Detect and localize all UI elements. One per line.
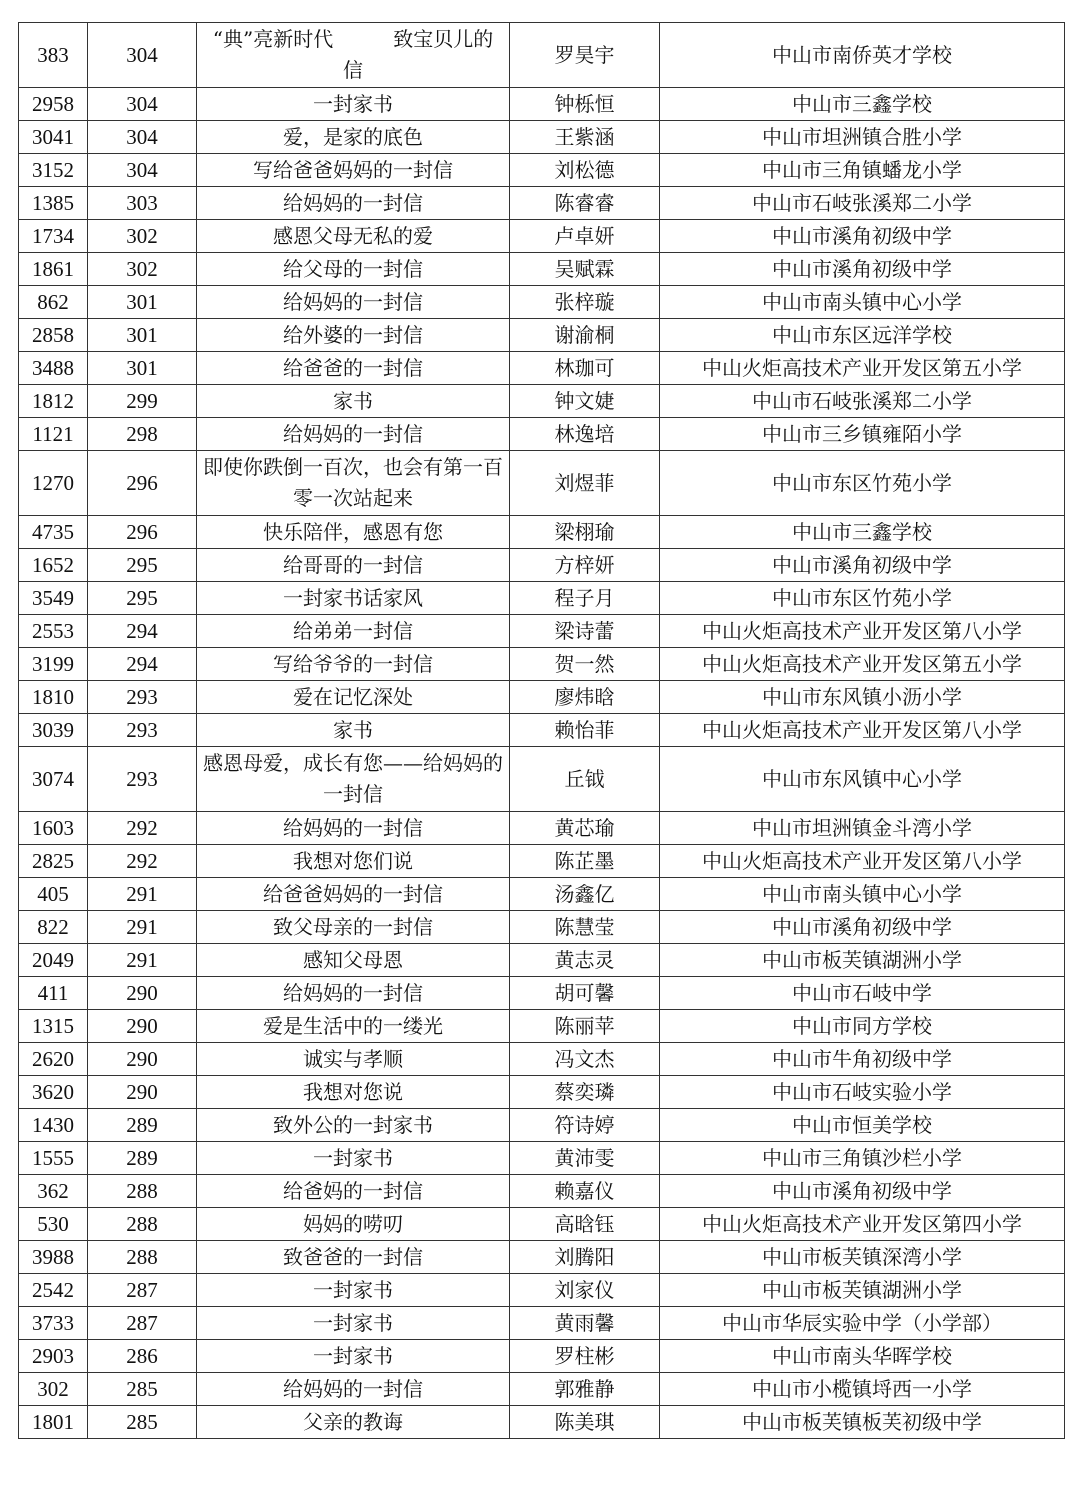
table-row xyxy=(19,615,1065,648)
entry-id-cell: 822 xyxy=(19,911,88,944)
school-cell: 中山市三角镇蟠龙小学 xyxy=(660,154,1065,187)
score-cell: 290 xyxy=(88,1076,197,1109)
table-row xyxy=(19,1208,1065,1241)
title-cell: 写给爸爸妈妈的一封信 xyxy=(197,154,510,187)
entry-id-cell: 1801 xyxy=(19,1406,88,1439)
score-cell: 293 xyxy=(88,681,197,714)
author-name-cell: 梁栩瑜 xyxy=(510,516,660,549)
entry-id-cell: 1385 xyxy=(19,187,88,220)
entry-id-cell: 1861 xyxy=(19,253,88,286)
title-cell: 给爸爸的一封信 xyxy=(197,352,510,385)
author-name-cell: 汤鑫亿 xyxy=(510,878,660,911)
table-row xyxy=(19,944,1065,977)
score-cell: 304 xyxy=(88,121,197,154)
author-name-cell: 罗昊宇 xyxy=(510,23,660,88)
school-cell: 中山市板芙镇深湾小学 xyxy=(660,1241,1065,1274)
author-name-cell: 胡可馨 xyxy=(510,977,660,1010)
school-cell: 中山市板芙镇湖洲小学 xyxy=(660,1274,1065,1307)
entry-id-cell: 2620 xyxy=(19,1043,88,1076)
table-row xyxy=(19,648,1065,681)
entry-id-cell: 1121 xyxy=(19,418,88,451)
author-name-cell: 蔡奕璘 xyxy=(510,1076,660,1109)
entry-id-cell: 3988 xyxy=(19,1241,88,1274)
title-cell: 爱是生活中的一缕光 xyxy=(197,1010,510,1043)
author-name-cell: 张梓璇 xyxy=(510,286,660,319)
school-cell: 中山市溪角初级中学 xyxy=(660,911,1065,944)
entry-id-cell: 1812 xyxy=(19,385,88,418)
title-cell: 给弟弟一封信 xyxy=(197,615,510,648)
author-name-cell: 贺一然 xyxy=(510,648,660,681)
score-cell: 293 xyxy=(88,714,197,747)
score-cell: 285 xyxy=(88,1373,197,1406)
title-cell: 给哥哥的一封信 xyxy=(197,549,510,582)
school-cell: 中山市华辰实验中学（小学部） xyxy=(660,1307,1065,1340)
title-cell: 给爸爸妈妈的一封信 xyxy=(197,878,510,911)
table-row xyxy=(19,187,1065,220)
school-cell: 中山火炬高技术产业开发区第四小学 xyxy=(660,1208,1065,1241)
entry-id-cell: 1810 xyxy=(19,681,88,714)
author-name-cell: 王紫涵 xyxy=(510,121,660,154)
title-cell: 给妈妈的一封信 xyxy=(197,187,510,220)
author-name-cell: 刘煜菲 xyxy=(510,451,660,516)
entry-id-cell: 862 xyxy=(19,286,88,319)
school-cell: 中山火炬高技术产业开发区第八小学 xyxy=(660,615,1065,648)
table-row xyxy=(19,1109,1065,1142)
author-name-cell: 陈睿睿 xyxy=(510,187,660,220)
score-cell: 286 xyxy=(88,1340,197,1373)
table-row xyxy=(19,1340,1065,1373)
author-name-cell: 刘松德 xyxy=(510,154,660,187)
author-name-cell: 黄芯瑜 xyxy=(510,812,660,845)
title-cell: 一封家书 xyxy=(197,88,510,121)
score-cell: 296 xyxy=(88,516,197,549)
school-cell: 中山市牛角初级中学 xyxy=(660,1043,1065,1076)
school-cell: 中山市坦洲镇金斗湾小学 xyxy=(660,812,1065,845)
entry-id-cell: 3199 xyxy=(19,648,88,681)
title-cell: 写给爷爷的一封信 xyxy=(197,648,510,681)
table-row xyxy=(19,154,1065,187)
school-cell: 中山市小榄镇埒西一小学 xyxy=(660,1373,1065,1406)
table-row xyxy=(19,812,1065,845)
table-row xyxy=(19,1175,1065,1208)
author-name-cell: 林逸培 xyxy=(510,418,660,451)
table-row xyxy=(19,1307,1065,1340)
title-cell: 感恩父母无私的爱 xyxy=(197,220,510,253)
entry-id-cell: 4735 xyxy=(19,516,88,549)
author-name-cell: 赖怡菲 xyxy=(510,714,660,747)
school-cell: 中山市东区竹苑小学 xyxy=(660,582,1065,615)
school-cell: 中山市东风镇中心小学 xyxy=(660,747,1065,812)
entry-id-cell: 405 xyxy=(19,878,88,911)
score-cell: 301 xyxy=(88,352,197,385)
title-cell: 给妈妈的一封信 xyxy=(197,286,510,319)
school-cell: 中山市南头镇中心小学 xyxy=(660,286,1065,319)
score-cell: 292 xyxy=(88,845,197,878)
score-cell: 295 xyxy=(88,582,197,615)
school-cell: 中山市东风镇小沥小学 xyxy=(660,681,1065,714)
author-name-cell: 丘钺 xyxy=(510,747,660,812)
title-cell: 感恩母爱，成长有您——给妈妈的一封信 xyxy=(197,747,510,812)
school-cell: 中山市坦洲镇合胜小学 xyxy=(660,121,1065,154)
entry-id-cell: 2858 xyxy=(19,319,88,352)
school-cell: 中山市溪角初级中学 xyxy=(660,1175,1065,1208)
school-cell: 中山市石岐张溪郑二小学 xyxy=(660,385,1065,418)
table-row xyxy=(19,352,1065,385)
school-cell: 中山市溪角初级中学 xyxy=(660,549,1065,582)
entry-id-cell: 2825 xyxy=(19,845,88,878)
school-cell: 中山火炬高技术产业开发区第五小学 xyxy=(660,352,1065,385)
results-table xyxy=(18,22,1065,1439)
entry-id-cell: 3041 xyxy=(19,121,88,154)
table-row xyxy=(19,516,1065,549)
entry-id-cell: 1555 xyxy=(19,1142,88,1175)
entry-id-cell: 3620 xyxy=(19,1076,88,1109)
score-cell: 304 xyxy=(88,23,197,88)
school-cell: 中山市东区竹苑小学 xyxy=(660,451,1065,516)
score-cell: 285 xyxy=(88,1406,197,1439)
score-cell: 294 xyxy=(88,648,197,681)
school-cell: 中山火炬高技术产业开发区第八小学 xyxy=(660,845,1065,878)
table-row xyxy=(19,582,1065,615)
entry-id-cell: 1603 xyxy=(19,812,88,845)
score-cell: 296 xyxy=(88,451,197,516)
school-cell: 中山市三角镇沙栏小学 xyxy=(660,1142,1065,1175)
title-cell: 致外公的一封家书 xyxy=(197,1109,510,1142)
title-cell: 家书 xyxy=(197,385,510,418)
score-cell: 288 xyxy=(88,1175,197,1208)
school-cell: 中山市三乡镇雍陌小学 xyxy=(660,418,1065,451)
score-cell: 287 xyxy=(88,1307,197,1340)
entry-id-cell: 302 xyxy=(19,1373,88,1406)
table-row xyxy=(19,121,1065,154)
entry-id-cell: 1734 xyxy=(19,220,88,253)
title-cell: 我想对您们说 xyxy=(197,845,510,878)
author-name-cell: 梁诗蕾 xyxy=(510,615,660,648)
score-cell: 290 xyxy=(88,977,197,1010)
score-cell: 289 xyxy=(88,1109,197,1142)
score-cell: 302 xyxy=(88,220,197,253)
table-row xyxy=(19,253,1065,286)
table-row xyxy=(19,1076,1065,1109)
entry-id-cell: 530 xyxy=(19,1208,88,1241)
school-cell: 中山市三鑫学校 xyxy=(660,516,1065,549)
entry-id-cell: 2553 xyxy=(19,615,88,648)
school-cell: 中山市同方学校 xyxy=(660,1010,1065,1043)
entry-id-cell: 2542 xyxy=(19,1274,88,1307)
entry-id-cell: 3152 xyxy=(19,154,88,187)
author-name-cell: 高晗钰 xyxy=(510,1208,660,1241)
school-cell: 中山市恒美学校 xyxy=(660,1109,1065,1142)
author-name-cell: 冯文杰 xyxy=(510,1043,660,1076)
score-cell: 301 xyxy=(88,286,197,319)
table-row xyxy=(19,88,1065,121)
entry-id-cell: 3039 xyxy=(19,714,88,747)
author-name-cell: 程子月 xyxy=(510,582,660,615)
score-cell: 293 xyxy=(88,747,197,812)
title-cell: 一封家书 xyxy=(197,1274,510,1307)
title-cell: 给妈妈的一封信 xyxy=(197,977,510,1010)
title-cell: 致爸爸的一封信 xyxy=(197,1241,510,1274)
title-cell: 妈妈的唠叨 xyxy=(197,1208,510,1241)
title-cell: 即使你跌倒一百次，也会有第一百零一次站起来 xyxy=(197,451,510,516)
score-cell: 299 xyxy=(88,385,197,418)
entry-id-cell: 3488 xyxy=(19,352,88,385)
author-name-cell: 陈美琪 xyxy=(510,1406,660,1439)
score-cell: 291 xyxy=(88,944,197,977)
entry-id-cell: 2049 xyxy=(19,944,88,977)
score-cell: 302 xyxy=(88,253,197,286)
school-cell: 中山市南头华晖学校 xyxy=(660,1340,1065,1373)
score-cell: 304 xyxy=(88,88,197,121)
score-cell: 298 xyxy=(88,418,197,451)
table-row xyxy=(19,878,1065,911)
entry-id-cell: 1652 xyxy=(19,549,88,582)
table-row xyxy=(19,1406,1065,1439)
title-cell: 给妈妈的一封信 xyxy=(197,812,510,845)
table-row xyxy=(19,1010,1065,1043)
author-name-cell: 吴赋霖 xyxy=(510,253,660,286)
entry-id-cell: 3549 xyxy=(19,582,88,615)
author-name-cell: 黄志灵 xyxy=(510,944,660,977)
table-row xyxy=(19,747,1065,812)
entry-id-cell: 2958 xyxy=(19,88,88,121)
title-cell: 给爸妈的一封信 xyxy=(197,1175,510,1208)
author-name-cell: 谢渝桐 xyxy=(510,319,660,352)
title-cell: 爱在记忆深处 xyxy=(197,681,510,714)
school-cell: 中山火炬高技术产业开发区第五小学 xyxy=(660,648,1065,681)
author-name-cell: 方梓妍 xyxy=(510,549,660,582)
table-row xyxy=(19,1274,1065,1307)
table-row xyxy=(19,911,1065,944)
author-name-cell: 廖炜晗 xyxy=(510,681,660,714)
table-row xyxy=(19,977,1065,1010)
entry-id-cell: 1315 xyxy=(19,1010,88,1043)
table-row xyxy=(19,418,1065,451)
author-name-cell: 黄沛雯 xyxy=(510,1142,660,1175)
school-cell: 中山市南头镇中心小学 xyxy=(660,878,1065,911)
author-name-cell: 赖嘉仪 xyxy=(510,1175,660,1208)
title-cell: 感知父母恩 xyxy=(197,944,510,977)
entry-id-cell: 1270 xyxy=(19,451,88,516)
title-cell: 一封家书 xyxy=(197,1142,510,1175)
author-name-cell: 刘家仪 xyxy=(510,1274,660,1307)
author-name-cell: 符诗婷 xyxy=(510,1109,660,1142)
title-cell: 快乐陪伴，感恩有您 xyxy=(197,516,510,549)
author-name-cell: 林珈可 xyxy=(510,352,660,385)
score-cell: 294 xyxy=(88,615,197,648)
score-cell: 303 xyxy=(88,187,197,220)
title-cell: 父亲的教诲 xyxy=(197,1406,510,1439)
author-name-cell: 郭雅静 xyxy=(510,1373,660,1406)
score-cell: 301 xyxy=(88,319,197,352)
school-cell: 中山市三鑫学校 xyxy=(660,88,1065,121)
score-cell: 304 xyxy=(88,154,197,187)
title-cell: 爱，是家的底色 xyxy=(197,121,510,154)
score-cell: 288 xyxy=(88,1208,197,1241)
school-cell: 中山市板芙镇湖洲小学 xyxy=(660,944,1065,977)
entry-id-cell: 3733 xyxy=(19,1307,88,1340)
school-cell: 中山市南侨英才学校 xyxy=(660,23,1065,88)
title-cell: 一封家书 xyxy=(197,1340,510,1373)
table-row xyxy=(19,1043,1065,1076)
school-cell: 中山市东区远洋学校 xyxy=(660,319,1065,352)
school-cell: 中山市板芙镇板芙初级中学 xyxy=(660,1406,1065,1439)
table-body xyxy=(19,23,1065,1439)
title-cell: 给妈妈的一封信 xyxy=(197,418,510,451)
entry-id-cell: 3074 xyxy=(19,747,88,812)
score-cell: 290 xyxy=(88,1043,197,1076)
author-name-cell: 刘腾阳 xyxy=(510,1241,660,1274)
title-cell: 一封家书话家风 xyxy=(197,582,510,615)
score-cell: 291 xyxy=(88,878,197,911)
score-cell: 291 xyxy=(88,911,197,944)
author-name-cell: 陈丽苹 xyxy=(510,1010,660,1043)
table-row xyxy=(19,451,1065,516)
table-row xyxy=(19,220,1065,253)
author-name-cell: 陈慧莹 xyxy=(510,911,660,944)
score-cell: 292 xyxy=(88,812,197,845)
title-cell: “典”亮新时代 致宝贝儿的信 xyxy=(197,23,510,88)
school-cell: 中山市石岐实验小学 xyxy=(660,1076,1065,1109)
title-cell: 我想对您说 xyxy=(197,1076,510,1109)
title-cell: 给妈妈的一封信 xyxy=(197,1373,510,1406)
entry-id-cell: 383 xyxy=(19,23,88,88)
title-cell: 诚实与孝顺 xyxy=(197,1043,510,1076)
school-cell: 中山市溪角初级中学 xyxy=(660,220,1065,253)
author-name-cell: 钟文婕 xyxy=(510,385,660,418)
school-cell: 中山市石岐中学 xyxy=(660,977,1065,1010)
author-name-cell: 黄雨馨 xyxy=(510,1307,660,1340)
table-row xyxy=(19,845,1065,878)
score-cell: 288 xyxy=(88,1241,197,1274)
table-row xyxy=(19,1241,1065,1274)
school-cell: 中山市石岐张溪郑二小学 xyxy=(660,187,1065,220)
school-cell: 中山火炬高技术产业开发区第八小学 xyxy=(660,714,1065,747)
title-cell: 给父母的一封信 xyxy=(197,253,510,286)
table-row xyxy=(19,1142,1065,1175)
table-row xyxy=(19,23,1065,88)
title-cell: 致父母亲的一封信 xyxy=(197,911,510,944)
score-cell: 295 xyxy=(88,549,197,582)
entry-id-cell: 411 xyxy=(19,977,88,1010)
table-row xyxy=(19,385,1065,418)
author-name-cell: 陈芷墨 xyxy=(510,845,660,878)
table-row xyxy=(19,549,1065,582)
table-row xyxy=(19,1373,1065,1406)
table-row xyxy=(19,714,1065,747)
table-row xyxy=(19,286,1065,319)
table-row xyxy=(19,319,1065,352)
title-cell: 家书 xyxy=(197,714,510,747)
title-cell: 给外婆的一封信 xyxy=(197,319,510,352)
score-cell: 287 xyxy=(88,1274,197,1307)
entry-id-cell: 362 xyxy=(19,1175,88,1208)
author-name-cell: 钟栎恒 xyxy=(510,88,660,121)
entry-id-cell: 2903 xyxy=(19,1340,88,1373)
title-cell: 一封家书 xyxy=(197,1307,510,1340)
author-name-cell: 罗柱彬 xyxy=(510,1340,660,1373)
score-cell: 290 xyxy=(88,1010,197,1043)
entry-id-cell: 1430 xyxy=(19,1109,88,1142)
author-name-cell: 卢卓妍 xyxy=(510,220,660,253)
score-cell: 289 xyxy=(88,1142,197,1175)
table-row xyxy=(19,681,1065,714)
school-cell: 中山市溪角初级中学 xyxy=(660,253,1065,286)
